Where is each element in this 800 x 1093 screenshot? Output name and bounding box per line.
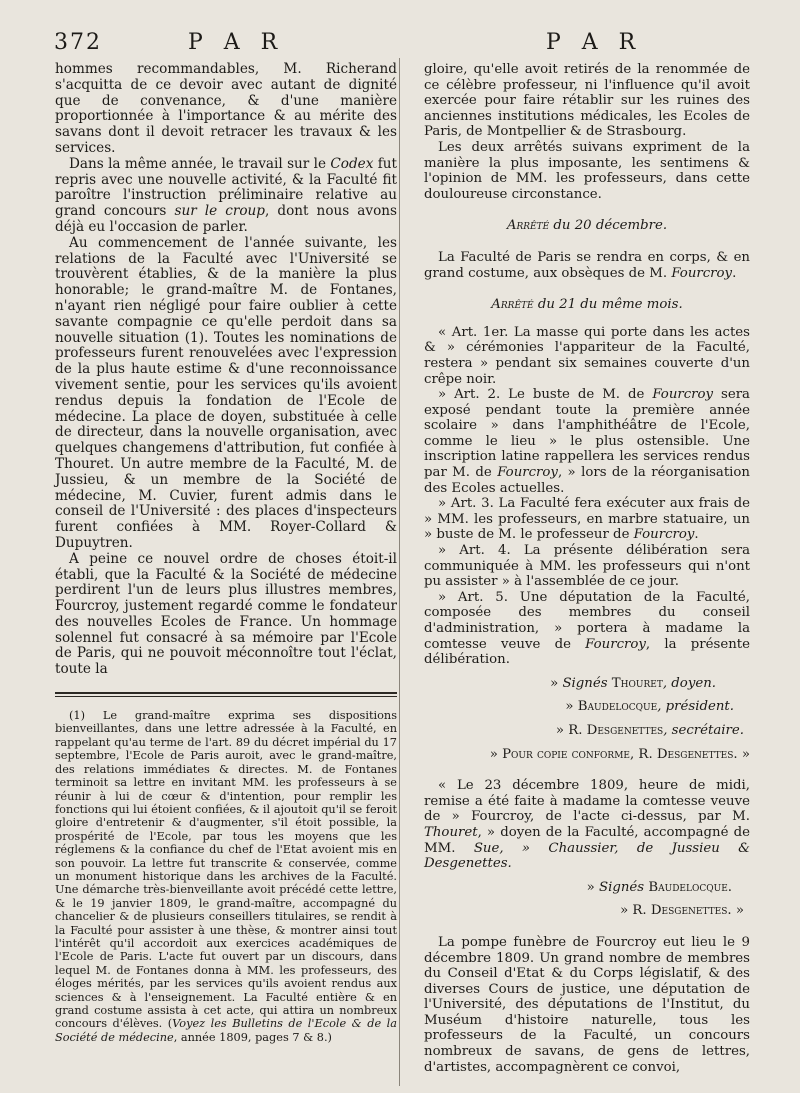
name-italic: Fourcroy: [585, 636, 646, 652]
arrete-label: Arrêté: [491, 297, 534, 313]
article-2: [424, 387, 750, 496]
page-number: 372: [54, 30, 102, 55]
text-run: , année 1809, pages 7 & 8.): [173, 1030, 332, 1044]
name-italic: Thouret: [424, 824, 478, 840]
croup-italic: sur le croup: [174, 203, 265, 220]
footnote: [55, 709, 397, 1044]
text-run: , la présente délibération.: [424, 636, 750, 668]
arrete-heading-2: [424, 297, 750, 313]
signatory-name: » Baudelocque: [565, 699, 658, 715]
article-3: [424, 496, 750, 543]
signes-italic: Signés: [598, 879, 645, 895]
text-run: » Art. 3. La Faculté fera exécuter aux frais de » MM. les professeurs, en marbre statuaire, un » buste de M. le professeur de: [424, 496, 750, 543]
name-italic: Fourcroy: [652, 387, 714, 403]
footnote-text: [55, 709, 397, 1044]
text-run: , dont nous avons déjà eu l'occasion de parler.: [55, 203, 397, 235]
article-5: [424, 590, 750, 668]
text-run: .: [732, 265, 737, 281]
signatory-name: » R. Desgenettes: [555, 722, 664, 738]
arrete-date: du 20 décembre.: [549, 218, 668, 234]
text-run: » Art. 2. Le buste de M. de: [438, 387, 653, 403]
arrete-label: Arrêté: [506, 218, 550, 234]
text-run: La Faculté de Paris se rendra en corps, & en grand costume, aux obsèques de M.: [424, 249, 750, 281]
left-paragraph-3: Au commencement de l'année suivante, les relations de la Faculté avec l'Université se trouvèrent établies, & de la manière la plus honorable; le grand-maître M. de Fontanes, n'ayant rien négligé pour faire oublier à cette savante compagnie ce qu'elle perdoit dans sa nouvelle situation (1). Toutes les nominations de professeurs furent renouvelées avec l'expression de la plus haute estime & d'une reconnoissance vivement sentie, pour les services qu'ils avoient rendus depuis la fondation de l'Ecole de médecine. La place de doyen, substituée à celle de directeur, dans la nouvelle organisation, avec quelques changemens d'attribution, fut confiée à Thouret. Un autre membre de la Faculté, M. de Jussieu, & un membre de la Société de médecine, M. Cuvier, furent admis dans le conseil de l'Université : des places d'inspecteurs furent confiées à MM. Royer-Collard & Dupuytren.: [55, 234, 397, 551]
text-run: « Le 23 décembre 1809, heure de midi, remise a été faite à madame la comtesse veuve de » Fourcroy, de l'acte ci-dessus, par M.: [424, 778, 750, 825]
right-paragraph-2: Les deux arrêtés suivans expriment de la manière la plus imposante, les sentimens & l'opinion de MM. les professeurs, dans cette douloureuse circonstance.: [424, 139, 750, 202]
signature-baudelocque-2: » Signés Baudelocque.: [586, 879, 732, 895]
text-run: , » lors de la réorganisation des Ecoles actuelles.: [424, 465, 750, 496]
article-1: « Art. 1er. La masse qui porte dans les actes & » cérémonies l'appariteur de la Faculté, restera » pendant six semaines couverte d'un crêpe noir.: [424, 324, 750, 387]
copie-conforme: » Pour copie conforme, R. Desgenettes. »: [489, 746, 750, 762]
running-head-left: P A R: [188, 30, 285, 55]
right-paragraph-3: [424, 250, 750, 281]
text-run: (1) Le grand-maître exprima ses dispositions bienveillantes, dans une lettre adressée à la Faculté, en rappelant qu'au terme de l'art. 89 du décret impérial du 17 septembre, l'Ecole de Paris auroit, avec le grand-maître, des relations immédiates & directes. M. de Fontanes terminoit sa lettre en invitant MM. les professeurs à se réunir à lui de cœur & d'intention, pour remplir les fonctions qui lui étoient confiées, & il ajoutoit qu'il se feroit gloire d'entretenir & d'augmenter, s'il étoit possible, la prospérité de l'Ecole, par tous les moyens que les réglemens & la confiance du chef de l'Etat avoient mis en son pouvoir. La lettre fut transcrite & conservée, comme un monument historique dans les archives de la Faculté. Une démarche très-bienveillante avoit précédé cette lettre, & le 19 janvier 1809, le grand-maître, accompagné du chancelier & de plusieurs conseillers titulaires, se rendit à la Faculté pour assister à une thèse, & montrer ainsi tout l'intérêt qu'il accordoit aux exercices académiques de l'Ecole de Paris. L'acte fut ouvert par un discours, dans lequel M. de Fontanes donna à MM. les professeurs, des éloges mérités, par les services qu'ils avoient rendus aux sciences & à l'enseignement. La Faculté entière & en grand costume assista à cet acte, qui attira un nombreux concours d'élèves. (: [55, 709, 397, 1031]
left-paragraph-1: hommes recommandables, M. Richerand s'acquitta de ce devoir avec autant de dignité que de convenance, & d'une manière proportionnée à l'importance & au mérite des savans dont il devoit retracer les travaux & les services.: [55, 61, 397, 156]
name-italic: Fourcroy: [633, 527, 695, 543]
signature-thouret: [424, 676, 750, 692]
article-4: » Art. 4. La présente délibération sera communiquée à MM. les professeurs qui n'ont pu assister » à l'assemblée de ce jour.: [424, 543, 750, 590]
signes-italic: Signés: [562, 675, 608, 691]
text-run: » Art. 5. Une députation de la Faculté, composée des membres du conseil d'administration, » portera à madame la comtesse veuve de: [424, 589, 750, 652]
signature-baudelocque: [424, 699, 750, 715]
signatory-name: Baudelocque.: [644, 879, 732, 895]
text-run: fut repris avec une nouvelle activité, & la Faculté fit paroître l'instruction préliminaire relative au grand concours: [55, 155, 397, 220]
codex-italic: Codex: [330, 155, 374, 172]
text-run: sera exposé pendant toute la première année scolaire » dans l'amphithéâtre de l'Ecole, comme le lieu » le plus ostensible. Une inscription latine rappellera les services rendus par M. de: [424, 387, 750, 481]
remise-paragraph: [424, 778, 750, 872]
left-paragraph-4: A peine ce nouvel ordre de choses étoit-il établi, que la Faculté & la Société de médecine perdirent l'un de leurs plus illustres membres, Fourcroy, justement regardé comme le fondateur des nouvelles Ecoles de France. Un hommage solennel fut consacré à sa mémoire par l'Ecole de Paris, qui ne pouvoit méconnoître tout l'éclat, toute la: [55, 550, 397, 678]
right-paragraph-1: gloire, qu'elle avoit retirés de la renommée de ce célèbre professeur, ni l'influence qu'il avoit exercée pour faire rétablir sur les ruines des anciennes institutions médicales, les Ecoles de Paris, de Montpellier & de Strasbourg.: [424, 62, 750, 140]
signature-desgenettes: [424, 723, 750, 739]
arrete-heading-1: [424, 218, 750, 234]
signatory-role: , président.: [657, 699, 734, 715]
footnote-rule-thin: [55, 696, 397, 697]
right-column: [424, 62, 750, 1075]
names-italic: Sue, » Chaussier, de Jussieu & Desgenettes.: [424, 840, 750, 872]
signatory-name: Thouret: [607, 675, 663, 691]
right-paragraph-funeral: La pompe funèbre de Fourcroy eut lieu le 9 décembre 1809. Un grand nombre de membres du Conseil d'Etat & du Corps législatif, & des diverses Cours de justice, une députation de l'Université, des députations de l'Institut, du Muséum d'histoire naturelle, tous les professeurs de la Faculté, un concours nombreux de savans, de gens de lettres, d'artistes, accompagnèrent ce convoi,: [424, 934, 750, 1075]
name-italic: Fourcroy: [497, 465, 558, 481]
text-run: , » doyen de la Faculté, accompagné de MM.: [424, 824, 750, 856]
column-divider: [399, 58, 400, 1086]
left-column: [55, 62, 397, 1044]
footnote-citation: Voyez les Bulletins de l'Ecole & de la Société de médecine: [55, 1017, 397, 1044]
signatory-role: , doyen.: [662, 675, 716, 691]
running-head-right: P A R: [546, 30, 643, 55]
page-header: [0, 30, 800, 64]
text-run: »: [550, 675, 563, 691]
signature-desgenettes-2: » R. Desgenettes. »: [620, 903, 744, 919]
footnote-rule: [55, 692, 397, 694]
text-run: .: [694, 527, 699, 543]
signatory-role: , secrétaire.: [663, 722, 744, 738]
arrete-date: du 21 du même mois.: [533, 297, 683, 313]
text-run: Dans la même année, le travail sur le: [69, 155, 331, 172]
name-italic: Fourcroy: [671, 265, 733, 281]
left-paragraph-2: [55, 157, 397, 236]
